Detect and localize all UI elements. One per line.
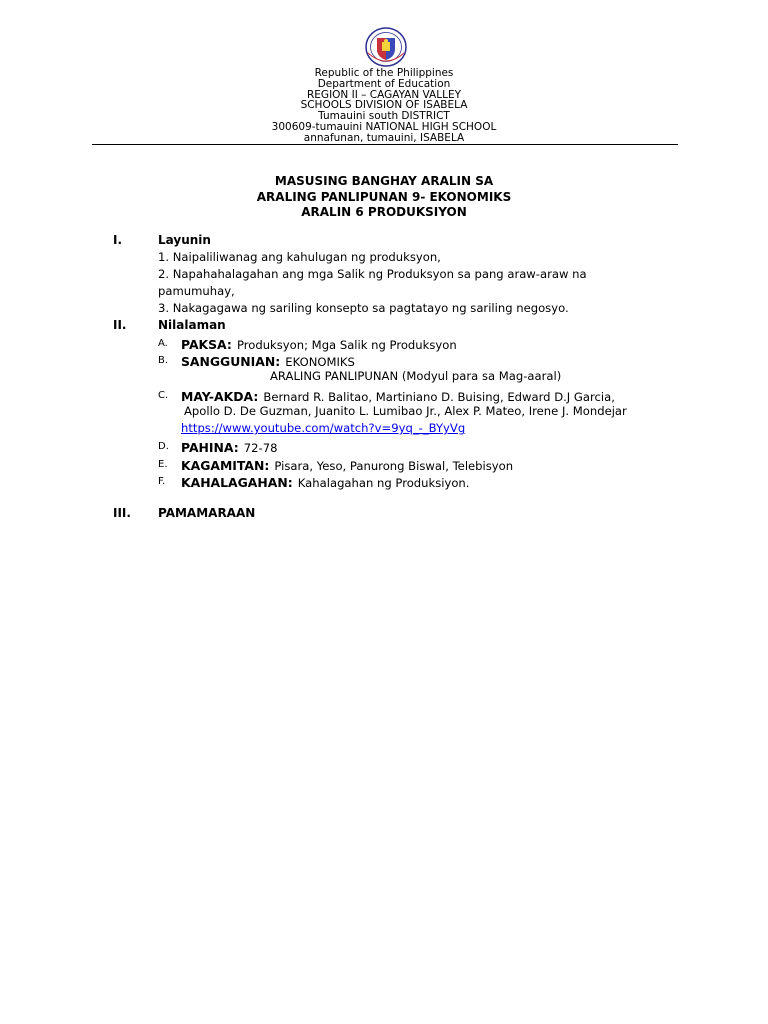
paksa-value: Produksyon; Mga Salik ng Produksyon xyxy=(236,338,457,352)
kahalagahan-label: KAHALAGAHAN: xyxy=(181,475,293,490)
header-line-department: Department of Education xyxy=(317,77,451,90)
item-letter-a: A. xyxy=(158,338,168,349)
sanggunian-label: SANGGUNIAN: xyxy=(181,354,281,369)
section-numeral-ii: II. xyxy=(113,318,127,332)
school-header xyxy=(0,68,768,144)
header-line-district: Tumauini south DISTRICT xyxy=(318,110,450,123)
objective-3: 3. Nakagagawa ng sariling konsepto sa pagtatayo ng sariling negosyo. xyxy=(158,301,569,315)
sanggunian-value-continued: ARALING PANLIPUNAN (Modyul para sa Mag-aaral) xyxy=(270,369,562,383)
header-line-republic: Republic of the Philippines xyxy=(314,67,454,79)
paksa-label: PAKSA: xyxy=(181,337,232,352)
deped-seal-logo xyxy=(356,27,416,67)
pahina-label: PAHINA: xyxy=(181,440,239,455)
section-numeral-i: I. xyxy=(113,233,123,247)
item-may-akda xyxy=(181,386,615,405)
item-sanggunian xyxy=(181,351,355,370)
title-line-2: ARALING PANLIPUNAN 9- EKONOMIKS xyxy=(256,189,512,204)
objective-2-continued: pamumuhay, xyxy=(158,284,235,298)
title-line-1: MASUSING BANGHAY ARALIN SA xyxy=(274,174,494,188)
item-letter-b: B. xyxy=(158,355,169,366)
section-heading-pamamaraan: PAMAMARAAN xyxy=(158,506,256,520)
header-line-address: annafunan, tumauini, ISABELA xyxy=(303,131,465,144)
youtube-link[interactable]: https://www.youtube.com/watch?v=9yq_-_BYyVg xyxy=(181,421,466,435)
section-heading-layunin: Layunin xyxy=(158,233,211,247)
kagamitan-label: KAGAMITAN: xyxy=(181,458,270,473)
item-letter-e: E. xyxy=(158,459,168,470)
item-letter-c: C. xyxy=(158,390,169,401)
item-pahina xyxy=(181,437,277,456)
sanggunian-value: EKONOMIKS xyxy=(285,355,355,369)
pahina-value: 72-78 xyxy=(243,441,278,455)
objective-2: 2. Napahahalagahan ang mga Salik ng Produksyon sa pang araw-araw na xyxy=(158,267,587,281)
document-title xyxy=(0,174,768,221)
may-akda-value-continued: Apollo D. De Guzman, Juanito L. Lumibao Jr., Alex P. Mateo, Irene J. Mondejar xyxy=(184,404,627,418)
header-line-division: SCHOOLS DIVISION OF ISABELA xyxy=(300,99,468,112)
item-kahalagahan xyxy=(181,472,469,491)
title-line-3: ARALIN 6 PRODUKSIYON xyxy=(301,205,467,219)
header-line-school: 300609-tumauini NATIONAL HIGH SCHOOL xyxy=(271,120,497,133)
kahalagahan-value: Kahalagahan ng Produksiyon. xyxy=(297,476,470,490)
section-numeral-iii: III. xyxy=(113,506,131,520)
item-letter-d: D. xyxy=(158,441,169,452)
item-letter-f: F. xyxy=(158,476,166,487)
header-line-region: REGION II – CAGAYAN VALLEY xyxy=(307,88,461,101)
header-divider xyxy=(92,144,678,145)
may-akda-label: MAY-AKDA: xyxy=(181,389,259,404)
may-akda-value: Bernard R. Balitao, Martiniano D. Buising, Edward D.J Garcia, xyxy=(263,390,615,404)
section-heading-nilalaman: Nilalaman xyxy=(158,318,226,332)
kagamitan-value: Pisara, Yeso, Panurong Biswal, Telebisyon xyxy=(274,459,514,473)
objective-1: 1. Naipaliliwanag ang kahulugan ng produksyon, xyxy=(158,250,441,264)
